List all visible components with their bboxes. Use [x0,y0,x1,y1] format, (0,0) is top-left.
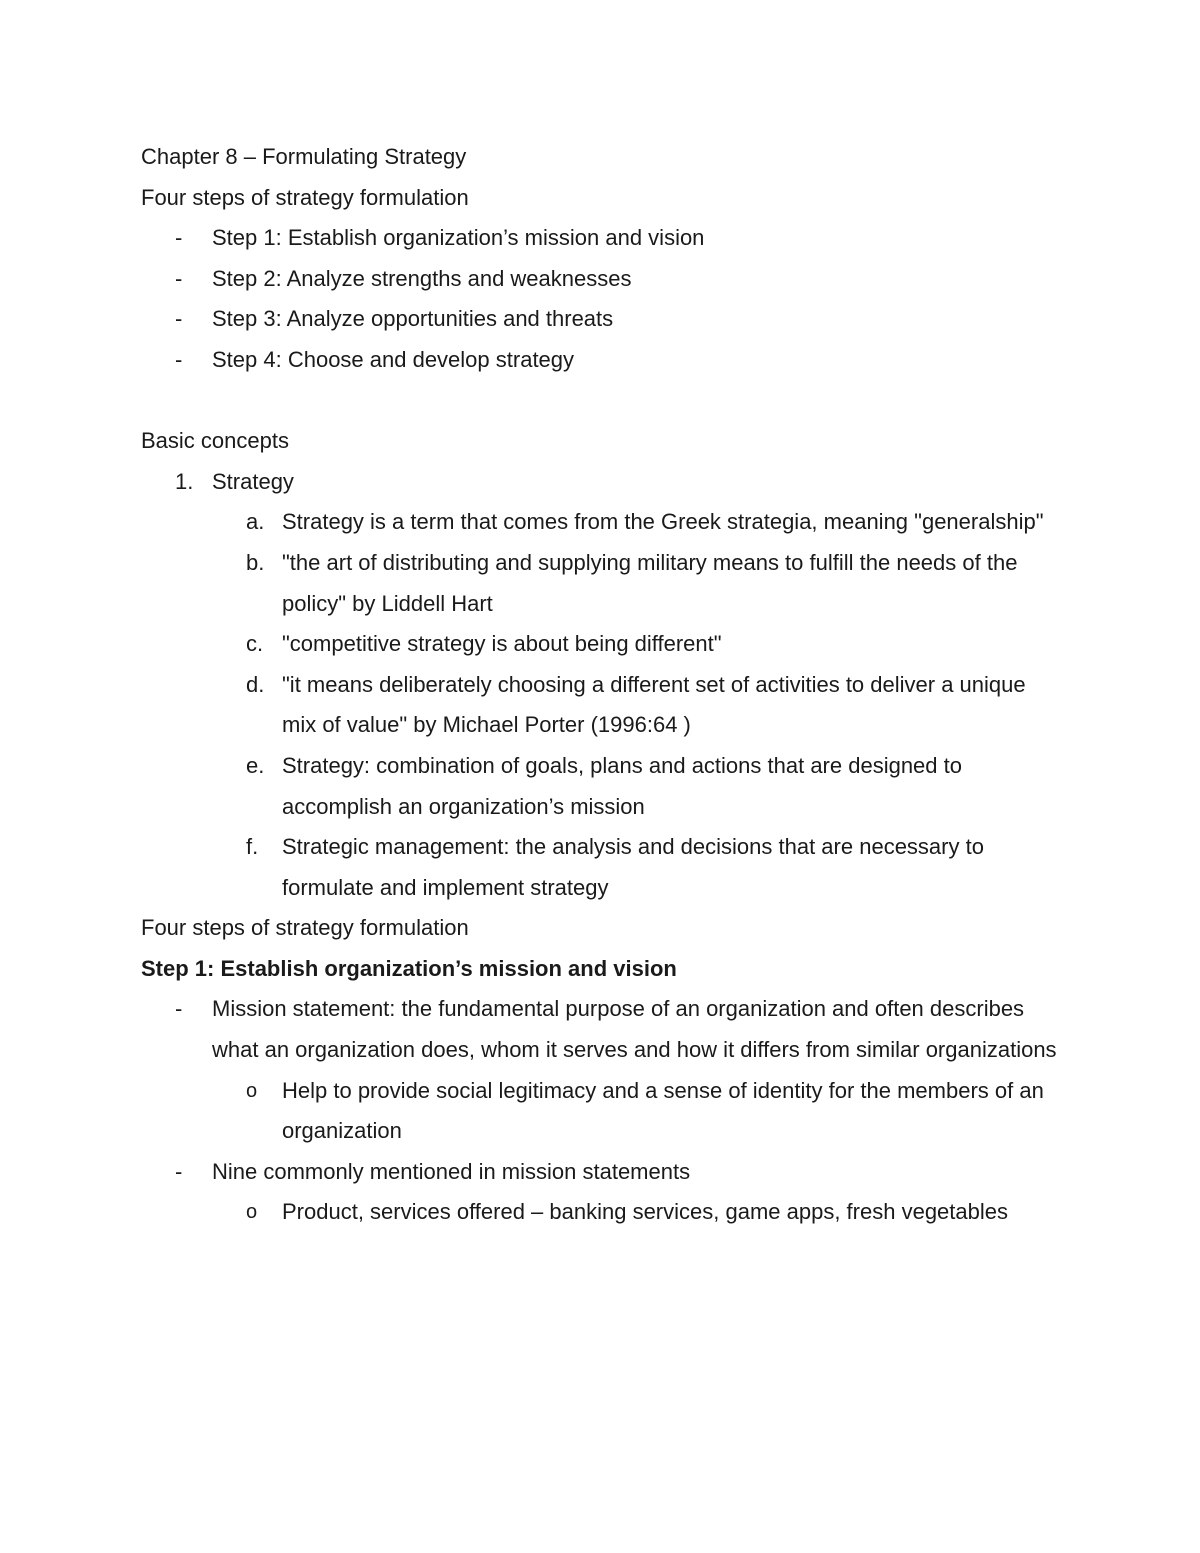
sub-list-item-text: Strategy is a term that comes from the Greek strategia, meaning "generalship" [282,509,1044,535]
dash-marker: - [175,346,183,372]
sub-list-item [141,1071,1061,1152]
letter-marker: a. [246,509,265,535]
numbered-item-text: Strategy [212,468,294,494]
list-item-text: Nine commonly mentioned in mission statements [212,1158,691,1184]
step1-heading: Step 1: Establish organization’s mission and vision [141,955,677,981]
sub-list-item [141,543,1061,624]
sub-list-item-text: Strategy: combination of goals, plans and actions that are designed to accomplish an organization’s mission [282,752,962,819]
sub-list-item [141,827,1061,908]
letter-marker: e. [246,752,265,778]
list-item [141,259,1061,300]
dash-marker: - [175,1158,183,1184]
sub-list-item [141,502,1061,543]
intro-heading: Four steps of strategy formulation [141,184,469,210]
letter-marker: f. [246,834,259,860]
basic-concepts-heading: Basic concepts [141,428,289,454]
dash-marker: - [175,996,183,1022]
list-item [141,299,1061,340]
dash-marker: - [175,225,183,251]
bullet-marker: o [246,1201,258,1224]
dash-marker: - [175,306,183,332]
numbered-item [141,462,1061,503]
letter-marker: b. [246,549,265,575]
dash-marker: - [175,265,183,291]
sub-list-item [141,624,1061,665]
list-item-text: Step 1: Establish organization’s mission and vision [212,225,705,251]
sub-list-item-text: Strategic management: the analysis and decisions that are necessary to formulate and implement strategy [282,834,984,900]
sub-list-item [141,665,1061,746]
letter-marker: c. [246,631,264,657]
list-item-text: Mission statement: the fundamental purpose of an organization and often describes what an organization does, whom it serves and how it differs from similar organizations [212,996,1057,1063]
blank-line [141,381,1061,422]
list-item-text: Step 2: Analyze strengths and weaknesses [212,265,632,291]
sub-list-item [141,1192,1061,1233]
sub-list-item-text: Product, services offered – banking services, game apps, fresh vegetables [282,1199,1008,1225]
list-item [141,218,1061,259]
sub-list-item-text: Help to provide social legitimacy and a sense of identity for the members of an organization [282,1077,1044,1144]
list-item-text: Step 3: Analyze opportunities and threats [212,306,614,332]
bullet-marker: o [246,1079,258,1102]
section2-heading: Four steps of strategy formulation [141,915,469,941]
sub-list-item-text: "competitive strategy is about being different" [282,631,722,657]
list-item [141,1152,1061,1193]
number-marker: 1. [175,468,194,494]
sub-list-item [141,746,1061,827]
sub-list-item-text: "it means deliberately choosing a different set of activities to deliver a unique mix of value" by Michael Porter (1996:64 ) [282,671,1026,738]
letter-marker: d. [246,671,265,697]
list-item [141,989,1061,1070]
list-item-text: Step 4: Choose and develop strategy [212,346,575,372]
sub-list-item-text: "the art of distributing and supplying military means to fulfill the needs of the policy" by Liddell Hart [282,549,1018,616]
list-item [141,340,1061,381]
document-page [141,137,1061,1233]
document-title: Chapter 8 – Formulating Strategy [141,144,467,169]
